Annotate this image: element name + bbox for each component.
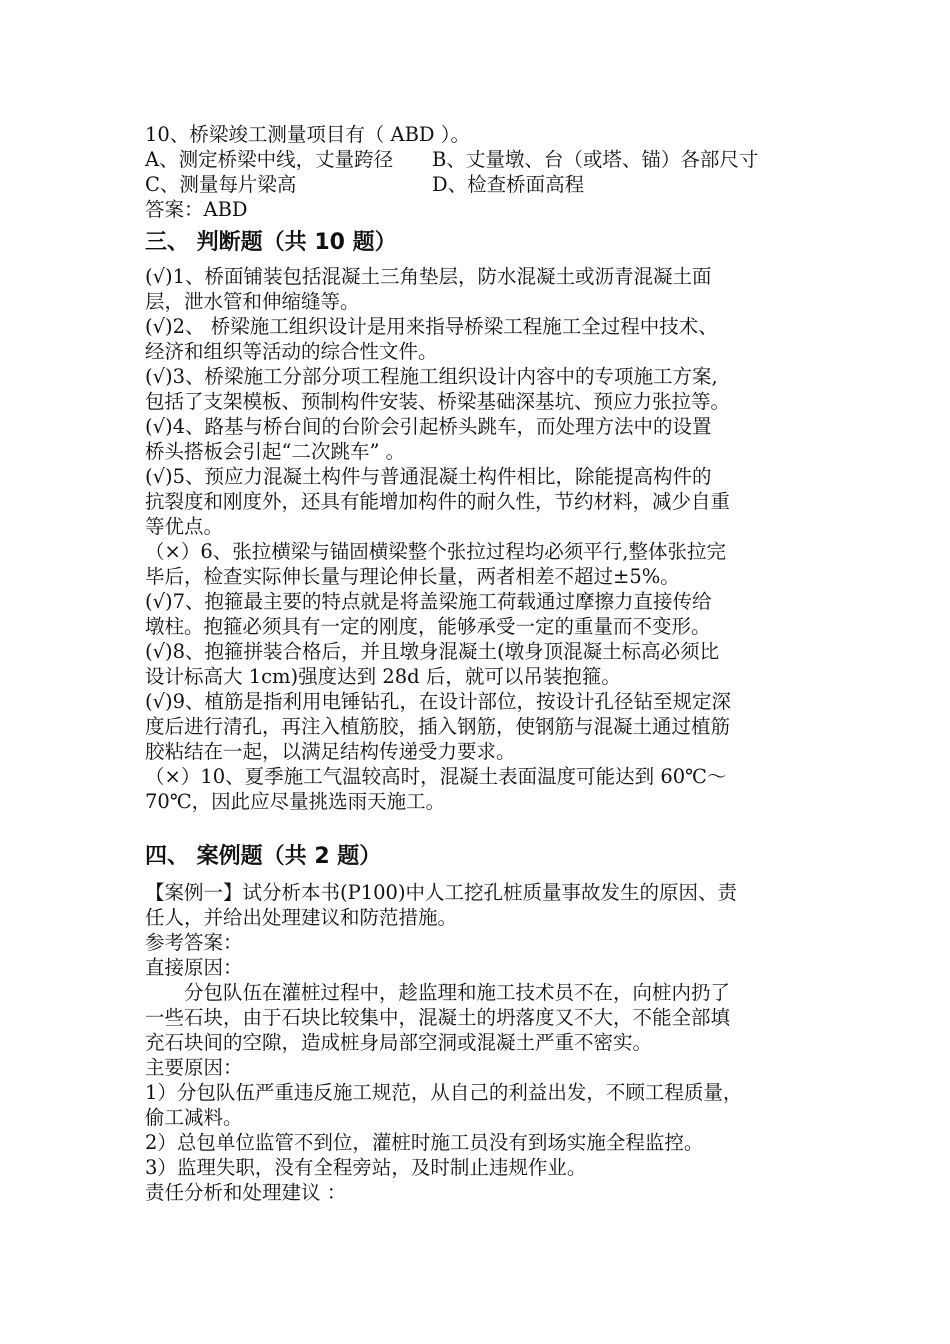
judgement-item: [145, 264, 815, 314]
section-3-heading: 三、 判断题（共 10 题）: [145, 230, 397, 255]
judgement-line: 层，泄水管和伸缩缝等。: [145, 290, 360, 313]
case-line: 一些石块，由于石块比较集中，混凝土的坍落度又不大，不能全部填: [145, 1006, 731, 1029]
case-study: [145, 880, 815, 1205]
document-page: [145, 122, 815, 1205]
judgement-item: [145, 639, 815, 689]
judgement-line: (√)3、桥梁施工分部分项工程施工组织设计内容中的专项施工方案,: [145, 365, 718, 388]
judgement-line: (√)2、 桥梁施工组织设计是用来指导桥梁工程施工全过程中技术、: [145, 315, 718, 338]
judgement-line: 度后进行清孔，再注入植筋胶，插入钢筋，使钢筋与混凝土通过植筋: [145, 715, 731, 738]
judgement-line: 经济和组织等活动的综合性文件。: [145, 340, 438, 363]
judgement-item: [145, 464, 815, 539]
section-4-heading: 四、 案例题（共 2 题）: [145, 844, 382, 869]
case-line: 分包队伍在灌桩过程中，趁监理和施工技术员不在，向桩内扔了: [184, 981, 731, 1004]
judgement-item: [145, 764, 815, 814]
judgement-line: 桥头搭板会引起“二次跳车” 。: [145, 440, 406, 463]
judgement-line: 毕后，检查实际伸长量与理论伸长量，两者相差不超过±5%。: [145, 565, 680, 588]
case-line: 2）总包单位监管不到位，灌桩时施工员没有到场实施全程监控。: [145, 1131, 704, 1154]
question-10: [145, 122, 815, 222]
case-line: 任人，并给出处理建议和防范措施。: [145, 906, 458, 929]
option-c: C、测量每片梁高: [145, 173, 297, 196]
judgement-item: [145, 414, 815, 464]
judgement-line: (√)9、植筋是指利用电锤钻孔，在设计部位，按设计孔径钻至规定深: [145, 690, 732, 713]
options-row: [145, 172, 815, 197]
answer-line: 答案：ABD: [145, 198, 248, 221]
option-a: A、测定桥梁中线，丈量跨径: [145, 148, 394, 171]
judgement-item: [145, 589, 815, 639]
judgement-line: 70℃，因此应尽量挑选雨天施工。: [145, 790, 446, 813]
judgement-line: 胶粘结在一起，以满足结构传递受力要求。: [145, 740, 516, 763]
judgement-item: [145, 689, 815, 764]
option-b: B、丈量墩、台（或塔、锚）各部尺寸: [432, 148, 759, 171]
judgement-item: [145, 364, 815, 414]
true-false-list: [145, 264, 815, 814]
judgement-line: 墩柱。抱箍必须具有一定的刚度，能够承受一定的重量而不变形。: [145, 615, 711, 638]
case-line: 主要原因：: [145, 1056, 243, 1079]
case-line: 直接原因：: [145, 956, 243, 979]
judgement-item: [145, 539, 815, 589]
judgement-line: 抗裂度和刚度外，还具有能增加构件的耐久性，节约材料，减少自重: [145, 490, 731, 513]
judgement-line: (√)7、抱箍最主要的特点就是将盖梁施工荷载通过摩擦力直接传给: [145, 590, 712, 613]
judgement-line: （×）10、夏季施工气温较高时，混凝土表面温度可能达到 60℃～: [145, 765, 727, 788]
case-line: 责任分析和处理建议 ：: [145, 1181, 347, 1204]
judgement-line: (√)4、路基与桥台间的台阶会引起桥头跳车，而处理方法中的设置: [145, 415, 712, 438]
options-row: [145, 147, 815, 172]
judgement-line: 包括了支架模板、预制构件安装、桥梁基础深基坑、预应力张拉等。: [145, 390, 731, 413]
case-line: 【案例一】试分析本书(P100)中人工挖孔桩质量事故发生的原因、责: [145, 881, 738, 904]
judgement-line: (√)1、桥面铺装包括混凝土三角垫层，防水混凝土或沥青混凝土面: [145, 265, 712, 288]
option-d: D、检查桥面高程: [432, 173, 585, 196]
case-line: 1）分包队伍严重违反施工规范，从自己的利益出发，不顾工程质量，: [145, 1081, 743, 1104]
judgement-line: (√)8、抱箍拼装合格后，并且墩身混凝土(墩身顶混凝土标高必须比: [145, 640, 720, 663]
judgement-line: 设计标高大 1cm)强度达到 28d 后，就可以吊装抱箍。: [145, 665, 621, 688]
judgement-line: （×）6、张拉横梁与锚固横梁整个张拉过程均必须平行,整体张拉完: [145, 540, 726, 563]
judgement-line: (√)5、预应力混凝土构件与普通混凝土构件相比，除能提高构件的: [145, 465, 712, 488]
case-line: 3）监理失职，没有全程旁站，及时制止违规作业。: [145, 1156, 587, 1179]
case-line: 偷工减料。: [145, 1106, 243, 1129]
judgement-item: [145, 314, 815, 364]
case-line: 参考答案：: [145, 931, 243, 954]
judgement-line: 等优点。: [145, 515, 224, 538]
case-line: 充石块间的空隙，造成桩身局部空洞或混凝土严重不密实。: [145, 1031, 653, 1054]
question-stem: 10、桥梁竣工测量项目有（ ABD ）。: [145, 123, 471, 146]
